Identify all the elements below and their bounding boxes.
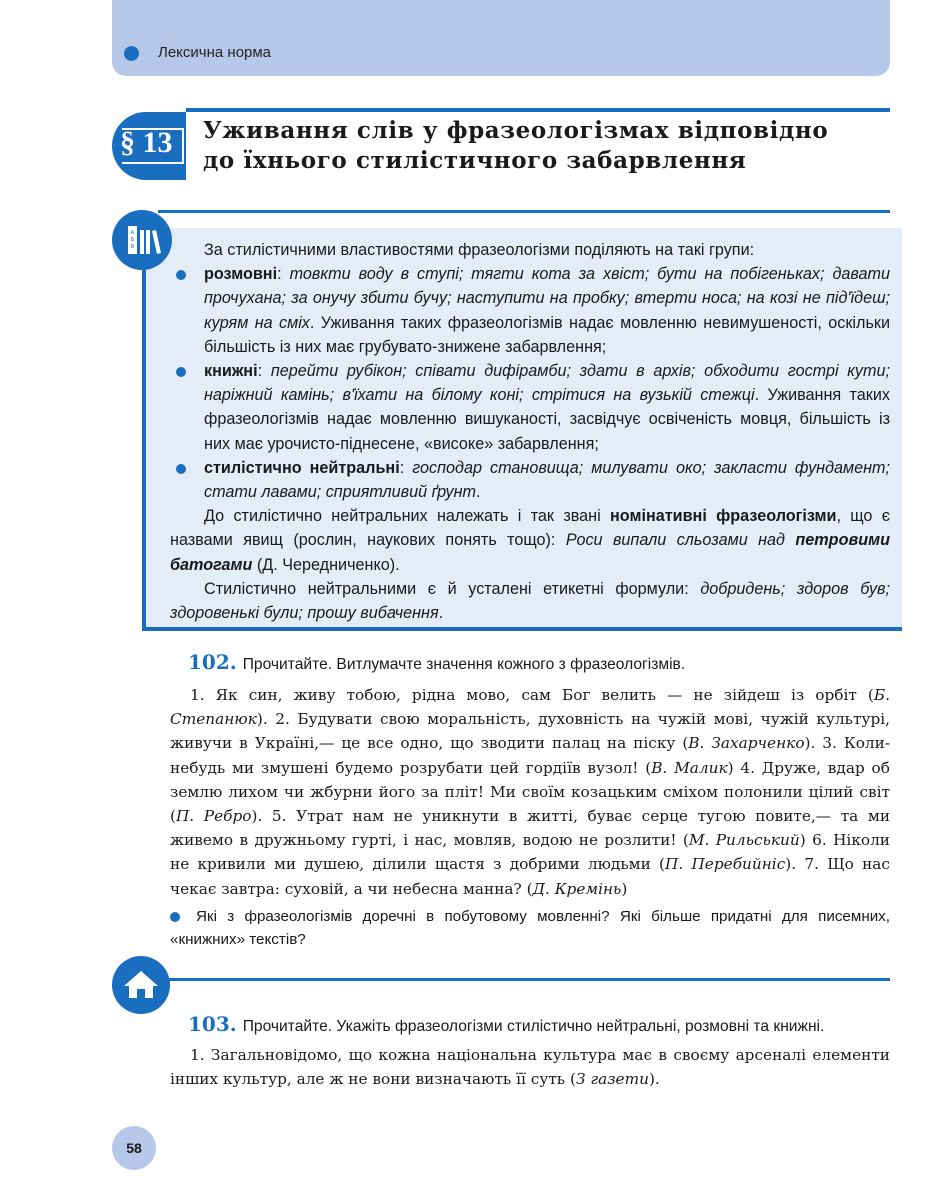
term-example: петровими батогами	[170, 531, 890, 574]
section-number: § 13	[120, 126, 173, 159]
svg-text:А: А	[130, 230, 135, 236]
section-rule	[186, 108, 890, 112]
exercise-instruction: Прочитайте. Витлумачте значення кожного з фразеологізмів.	[242, 656, 686, 673]
rule-group-colloquial: розмовні: товкти воду в ступі; тягти кота за хвіст; бути на побігеньках; давати прочухана; за онучу збити бучу; наступити на пробку; втерти носа; на козі не під'їдеш; курям на сміх. Уживання таких фразеологізмів надає мовленню невимушеності, оскільки більшість із них має грубувато-знижене забарвлення;	[170, 262, 890, 359]
term-nominative: номінативні фразеологізми	[610, 507, 837, 526]
rule-group-neutral: стилістично нейтральні: господар становища; милувати око; закласти фундамент; стати лавами; сприятливий ґрунт.	[170, 456, 890, 504]
svg-text:В: В	[130, 244, 135, 250]
theory-books-icon	[112, 210, 172, 270]
group-term: розмовні	[204, 265, 278, 284]
rule-left-border	[142, 240, 146, 630]
page-number: 58	[112, 1126, 156, 1170]
rule-top-line	[158, 210, 890, 213]
group-examples: господар становища; милувати око; закласти фундамент; стати лавами; сприятливий ґрунт	[204, 458, 891, 502]
exercise-header	[170, 1012, 890, 1039]
exercise-source: З газети	[575, 1070, 649, 1089]
rule-bottom-border	[142, 627, 902, 631]
section-title-line1: Уживання слів у фразеологізмах відповідно	[203, 117, 829, 144]
exercise-question: Які з фразеологізмів доречні в побутовому мовленні? Які більше придатні для писемних, «книжних» текстів?	[170, 907, 890, 948]
homework-rule	[168, 978, 890, 981]
etiquette-examples: добридень; здоров був; здоровенькі були; прошу вибачення	[170, 579, 890, 623]
bullet-icon	[176, 270, 186, 280]
svg-text:Б: Б	[130, 237, 135, 243]
exercise-number: 102.	[188, 650, 237, 674]
bullet-icon	[124, 46, 139, 61]
rule-text	[170, 238, 890, 625]
bullet-icon	[176, 464, 186, 474]
group-term: стилістично нейтральні	[204, 458, 400, 477]
group-description: Уживання таких фразеологізмів надає мовленню невимушеності, оскільки більшість із них має грубувато-знижене забарвлення;	[204, 313, 890, 356]
chapter-header-band	[112, 0, 890, 76]
exercise-103	[170, 1012, 890, 1091]
group-description: Уживання таких фразеологізмів надає мовленню вишуканості, засвідчує освіченість мовця, більшість із них має урочисто-піднесене, «високе» забарвлення;	[204, 386, 890, 453]
chapter-title: Лексична норма	[158, 44, 272, 61]
section-title-line2: до їхнього стилістичного забарвлення	[203, 147, 747, 174]
bullet-icon	[170, 912, 180, 922]
exercise-text: 1. Загальновідомо, що кожна національна культура має в своєму арсеналі елементи інших культур, але ж не вони визначають її суть (З газети).	[170, 1046, 890, 1089]
exercise-102	[170, 650, 890, 951]
group-examples: перейти рубікон; співати дифірамби; здати в архів; обходити гострі кути; наріжний камінь; в'їхати на білому коні; стрітися на вузькій стежці	[204, 362, 890, 405]
rule-intro: За стилістичними властивостями фразеологізми поділяють на такі групи:	[204, 241, 755, 259]
group-term: книжні	[204, 362, 258, 381]
exercise-text: 1. Як син, живу тобою, рідна мово, сам Бог велить — не зійдеш із орбіт (Б. Степанюк). 2. Будувати свою моральність, духовність на чужій мові, чужій культурі, живучи в Україні,— це все одно, що зводити палац на піску (В. Захарченко). 3. Коли-небудь ми змушені будемо розрубати цей гордіїв вузол! (В. Малик) 4. Друже, вдар об землю лихом чи жбурни його за пліт! Ми своїм козацьким сміхом полонили цілий світ (П. Ребро). 5. Утрат нам не уникнути в житті, буває серце тугою повите,— та ми живемо в дружньому гурті, і нас, мовляв, водою не розлити! (М. Рильський) 6. Ніколи не кривили ми душею, ділили щастя з добрими людьми (П. Перебийніс). 7. Що нас чекає завтра: суховій, а чи небесна манна? (Д. Кремінь)	[170, 686, 891, 898]
exercise-instruction: Прочитайте. Укажіть фразеологізми стилістично нейтральні, розмовні та книжні.	[242, 1018, 825, 1035]
rule-paragraph-nominative: До стилістично нейтральних належать і так звані номінативні фразеологізми, що є назвами явищ (рослин, наукових понять тощо): Роси випали сльозами над петровими батогами (Д. Чередниченко).	[170, 507, 890, 574]
home-icon	[112, 956, 170, 1014]
exercise-number: 103.	[188, 1012, 237, 1036]
bullet-icon	[176, 367, 186, 377]
rule-group-bookish: книжні: перейти рубікон; співати дифірамби; здати в архів; обходити гострі кути; наріжний камінь; в'їхати на білому коні; стрітися на вузькій стежці. Уживання таких фразеологізмів надає мовленню вишуканості, засвідчує освіченість мовця, більшість із них має урочисто-піднесене, «високе» забарвлення;	[170, 359, 890, 456]
section-title	[203, 116, 893, 176]
exercise-header	[170, 650, 890, 677]
group-examples: товкти воду в ступі; тягти кота за хвіст; бути на побігеньках; давати прочухана; за онучу збити бучу; наступити на пробку; втерти носа; на козі не під'їдеш; курям на сміх	[204, 265, 890, 332]
rule-paragraph-etiquette: Стилістично нейтральними є й усталені етикетні формули: добридень; здоров був; здоровенькі були; прошу вибачення.	[170, 579, 890, 623]
